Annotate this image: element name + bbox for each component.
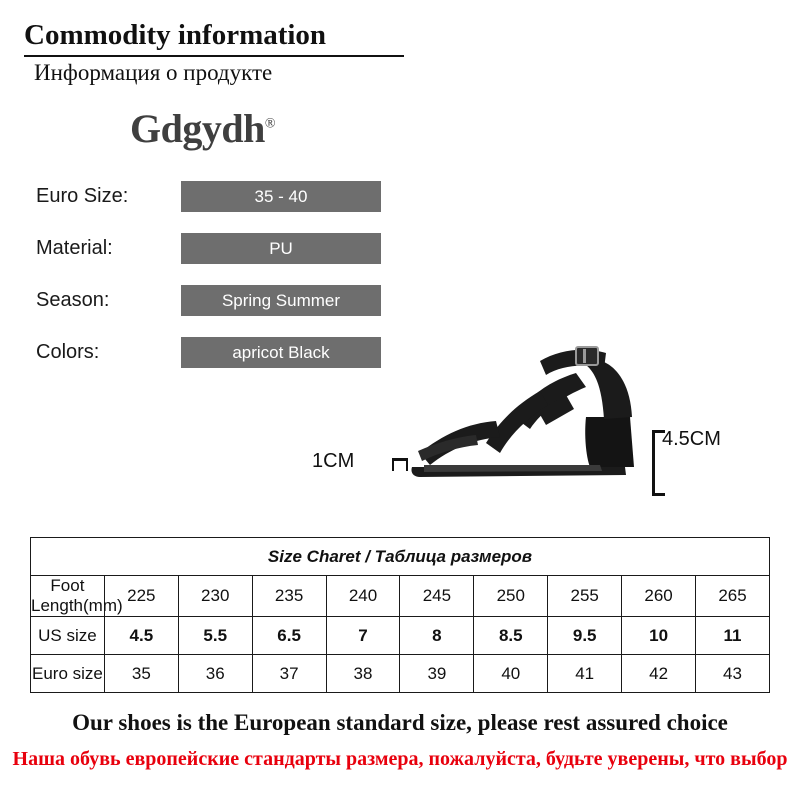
cell: 38 <box>326 655 400 693</box>
width-dimension-bracket <box>392 458 408 471</box>
row-header-foot-length: Foot Length(mm) <box>31 576 123 615</box>
spec-label: Material: <box>36 236 113 259</box>
cell: 42 <box>622 655 696 693</box>
cell: 36 <box>178 655 252 693</box>
cell: 9.5 <box>548 617 622 655</box>
table-row-title <box>31 538 770 576</box>
spec-label: Euro Size: <box>36 184 129 207</box>
size-chart <box>30 537 770 693</box>
cell: 11 <box>696 617 770 655</box>
cell: 41 <box>548 655 622 693</box>
cell: 40 <box>474 655 548 693</box>
cell: 10 <box>622 617 696 655</box>
row-header-us-size: US size <box>31 617 105 655</box>
sandal-image <box>390 325 670 495</box>
row-header-euro-size: Euro size <box>31 655 105 693</box>
spec-value: PU <box>181 233 381 264</box>
table-row <box>31 617 770 655</box>
table-row <box>31 576 770 617</box>
spec-value: Spring Summer <box>181 285 381 316</box>
cell: 4.5 <box>104 617 178 655</box>
cell: 39 <box>400 655 474 693</box>
cell: 37 <box>252 655 326 693</box>
spec-row-material <box>36 227 456 269</box>
brand-name: Gdgydh <box>130 106 265 151</box>
cell: 250 <box>474 576 548 617</box>
spec-label: Colors: <box>36 340 100 363</box>
table-row <box>31 655 770 693</box>
cell: 245 <box>400 576 474 617</box>
product-image-area <box>300 320 770 510</box>
brand-logo <box>130 105 275 152</box>
size-chart-title: Size Charet / Таблица размеров <box>31 538 770 576</box>
cell: 255 <box>548 576 622 617</box>
cell: 230 <box>178 576 252 617</box>
page-header <box>24 20 776 88</box>
cell: 265 <box>696 576 770 617</box>
cell: 43 <box>696 655 770 693</box>
spec-value: apricot Black <box>181 337 381 368</box>
cell: 5.5 <box>178 617 252 655</box>
cell: 8 <box>400 617 474 655</box>
spec-value: 35 - 40 <box>181 181 381 212</box>
cell: 240 <box>326 576 400 617</box>
cell: 6.5 <box>252 617 326 655</box>
title-divider <box>24 55 404 57</box>
spec-row-season <box>36 279 456 321</box>
registered-mark-icon: ® <box>264 116 275 132</box>
height-dimension-label: 4.5CM <box>662 428 721 450</box>
page-subtitle: Информация о продукте <box>34 59 273 85</box>
cell: 260 <box>622 576 696 617</box>
spec-label: Season: <box>36 288 110 311</box>
cell: 8.5 <box>474 617 548 655</box>
page-title: Commodity information <box>24 19 327 51</box>
footer-note-en: Our shoes is the European standard size, please rest assured choice <box>72 710 728 735</box>
cell: 7 <box>326 617 400 655</box>
width-dimension-label: 1CM <box>312 450 355 472</box>
cell: 235 <box>252 576 326 617</box>
cell: 35 <box>104 655 178 693</box>
cell: 225 <box>104 576 178 617</box>
footer-note-ru: Наша обувь европейские стандарты размера, пожалуйста, будьте уверены, что выбор <box>12 748 788 770</box>
spec-row-euro-size <box>36 175 456 217</box>
